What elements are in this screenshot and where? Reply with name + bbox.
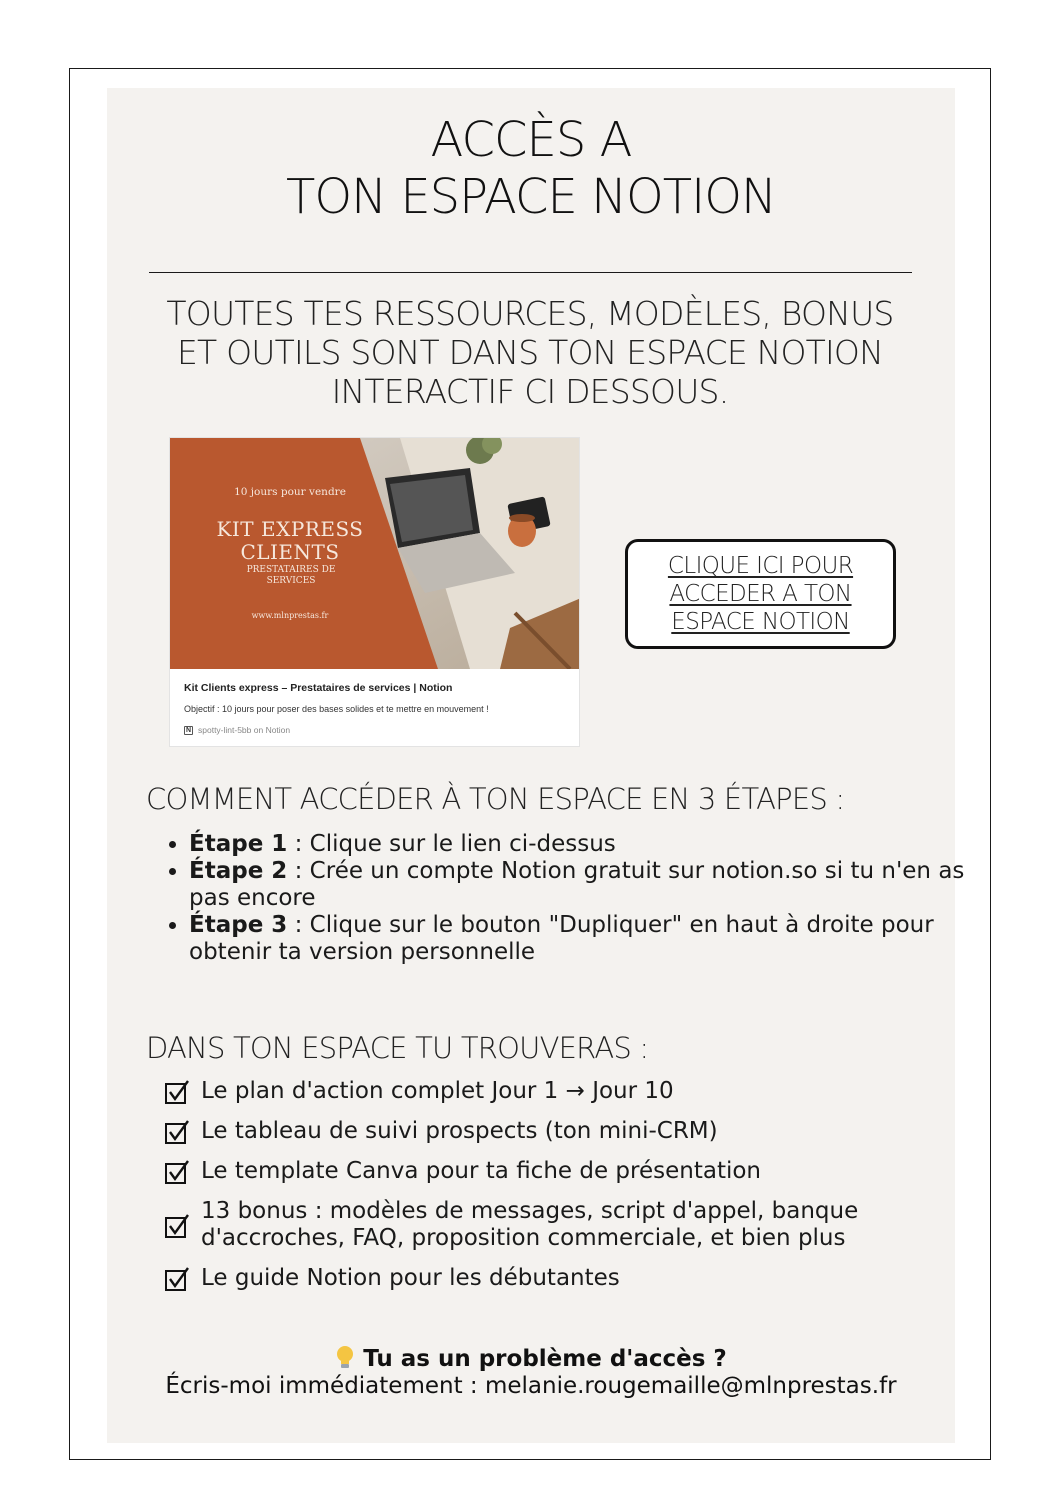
title-line-2: TON ESPACE NOTION [286, 169, 776, 225]
cover-title-line-2: CLIENTS [240, 540, 340, 564]
step-text: : Clique sur le lien ci-dessus [287, 831, 616, 857]
cover-title-line-1: KIT EXPRESS [216, 517, 364, 541]
checkbox-checked-icon [164, 1158, 191, 1185]
checklist-item [164, 1078, 924, 1105]
help-question [107, 1345, 955, 1373]
help-contact[interactable]: Écris-moi immédiatement : melanie.rougemaille@mlnprestas.fr [165, 1373, 897, 1399]
checklist-text: Le tableau de suivi prospects (ton mini-CRM) [201, 1118, 718, 1144]
subtitle [130, 294, 930, 411]
title-line-1: ACCÈS A [430, 112, 632, 168]
cover-tagline: 10 jours pour vendre [234, 486, 346, 498]
checkbox-checked-icon [164, 1118, 191, 1145]
divider [149, 272, 912, 273]
notion-logo-icon: N [185, 726, 192, 734]
checklist-text: 13 bonus : modèles de messages, script d'appel, banque d'accroches, FAQ, proposition commerciale, et bien plus [201, 1198, 859, 1251]
steps-heading: COMMENT ACCÉDER À TON ESPACE EN 3 ÉTAPES : [146, 782, 845, 816]
checklist-item [164, 1265, 924, 1292]
step-item [189, 858, 979, 912]
checkbox-checked-icon [164, 1078, 191, 1105]
checklist-text: Le template Canva pour ta fiche de présentation [201, 1158, 762, 1184]
step-label: Étape 3 [189, 912, 288, 938]
checklist-text: Le plan d'action complet Jour 1 → Jour 10 [201, 1078, 674, 1104]
cover-subtitle: PRESTATAIRES DE SERVICES [246, 565, 336, 586]
step-item [189, 831, 979, 858]
steps-list [147, 831, 979, 966]
subtitle-line-2: ET OUTILS SONT DANS TON ESPACE NOTION [176, 333, 883, 372]
checklist-item [164, 1118, 924, 1145]
preview-source-text: spotty-lint-5bb on Notion [198, 725, 291, 735]
step-label: Étape 2 [189, 858, 288, 884]
checkbox-checked-icon [164, 1265, 191, 1292]
light-bulb-icon [335, 1345, 355, 1369]
cta-line-1: CLIQUE ICI POUR [667, 553, 854, 579]
contents-checklist [164, 1078, 924, 1305]
cover-url: www.mlnprestas.fr [251, 611, 329, 620]
checklist-item [164, 1158, 924, 1185]
notion-access-button[interactable] [625, 539, 896, 649]
subtitle-line-3: INTERACTIF CI DESSOUS. [331, 372, 729, 411]
preview-title: Kit Clients express – Prestataires de services | Notion [184, 682, 453, 694]
cover-overlay-text [170, 438, 410, 669]
step-text: : Clique sur le bouton "Dupliquer" en haut à droite pour obtenir ta version personnelle [189, 912, 934, 965]
cta-line-2: ACCEDER A TON [669, 581, 852, 607]
notion-link-preview-card[interactable] [169, 437, 580, 747]
cta-line-3: ESPACE NOTION [671, 609, 850, 635]
checkbox-checked-icon [164, 1212, 191, 1239]
preview-cover-image [170, 438, 580, 669]
preview-source [184, 725, 290, 735]
step-label: Étape 1 [189, 831, 288, 857]
cover-title [170, 518, 410, 564]
checklist-text: Le guide Notion pour les débutantes [201, 1265, 620, 1291]
checklist-item [164, 1198, 924, 1252]
contents-heading: DANS TON ESPACE TU TROUVERAS : [146, 1031, 649, 1065]
cta-label [668, 552, 853, 636]
page-title [107, 112, 955, 226]
help-question-text: Tu as un problème d'accès ? [363, 1346, 727, 1372]
subtitle-line-1: TOUTES TES RESSOURCES, MODÈLES, BONUS [166, 294, 894, 333]
step-text: : Crée un compte Notion gratuit sur notion.so si tu n'en as pas encore [189, 858, 965, 911]
preview-description: Objectif : 10 jours pour poser des bases solides et te mettre en mouvement ! [184, 704, 489, 714]
step-item [189, 912, 979, 966]
